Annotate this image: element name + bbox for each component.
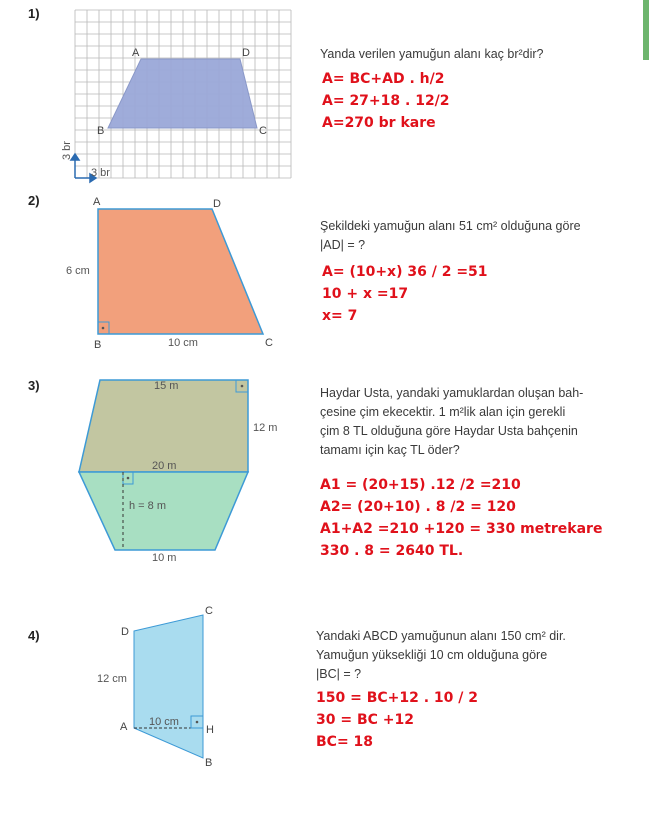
vertex-d-label: D <box>121 626 129 638</box>
middle-side-label: 20 m <box>152 460 177 472</box>
height-label: 10 cm <box>149 716 179 728</box>
question-1-figure <box>55 0 300 185</box>
vertex-d-label: D <box>213 198 221 210</box>
trapezoid-shape <box>134 615 203 758</box>
answer-line: x= 7 <box>322 308 358 324</box>
answer-line: A=270 br kare <box>322 115 436 131</box>
vertex-b-label: B <box>205 757 213 769</box>
axis-v-label: 3 br <box>61 141 73 160</box>
axis-h-label: 3 br <box>91 167 110 179</box>
top-side-label: 15 m <box>154 380 179 392</box>
vertex-a-label: A <box>132 47 140 59</box>
upper-trapezoid-shape <box>79 380 248 472</box>
vertex-h-label: H <box>206 724 214 736</box>
answer-line: 330 . 8 = 2640 TL. <box>320 543 464 559</box>
vertex-c-label: C <box>265 337 273 349</box>
right-side-label: 12 m <box>253 422 278 434</box>
question-1-text: Yanda verilen yamuğun alanı kaç br²dir? <box>320 47 544 61</box>
question-3-number: 3) <box>28 378 40 393</box>
trapezoid-shape <box>108 59 257 128</box>
question-4-number: 4) <box>28 628 40 643</box>
question-2-answer <box>322 261 488 327</box>
answer-line: 150 = BC+12 . 10 / 2 <box>316 690 479 706</box>
trapezoid-shape <box>98 209 263 334</box>
vertex-c-label: C <box>259 125 267 137</box>
height-label: h = 8 m <box>129 500 166 512</box>
answer-line: A2= (20+10) . 8 /2 = 120 <box>320 499 516 515</box>
vertex-a-label: A <box>93 196 101 208</box>
question-3-figure <box>55 370 295 570</box>
page-edge-accent <box>643 0 649 60</box>
side-label: 12 cm <box>97 673 127 685</box>
bottom-side-label: 10 m <box>152 552 177 564</box>
vertex-d-label: D <box>242 47 250 59</box>
question-4-figure <box>85 600 235 775</box>
vertex-b-label: B <box>97 125 105 137</box>
answer-line: 30 = BC +12 <box>316 712 414 728</box>
vertex-c-label: C <box>205 605 213 617</box>
question-3-text: Haydar Usta, yandaki yamuklardan oluşan bah- çesine çim ekecektir. 1 m²lik alan için gerekli çim 8 TL olduğuna göre Haydar Usta bahçenin tamamı için kaç TL öder? <box>320 386 584 457</box>
answer-line: 10 + x =17 <box>322 286 409 302</box>
question-2-number: 2) <box>28 193 40 208</box>
vertex-b-label: B <box>94 339 102 351</box>
question-4-answer <box>316 687 478 753</box>
answer-line: A= 27+18 . 12/2 <box>322 93 450 109</box>
answer-line: A1+A2 =210 +120 = 330 metrekare <box>320 521 603 537</box>
question-2-text: Şekildeki yamuğun alanı 51 cm² olduğuna göre |AD| = ? <box>320 219 581 252</box>
answer-line: A1 = (20+15) .12 /2 =210 <box>320 477 521 493</box>
base-label: 10 cm <box>168 337 198 349</box>
question-2-figure <box>55 190 295 355</box>
question-1-number: 1) <box>28 6 40 21</box>
question-3-answer <box>320 474 602 562</box>
height-label: 6 cm <box>66 265 90 277</box>
question-4-text: Yandaki ABCD yamuğunun alanı 150 cm² dir. Yamuğun yüksekliği 10 cm olduğuna göre |BC| = ? <box>316 629 566 681</box>
answer-line: BC= 18 <box>316 734 374 750</box>
answer-line: A= BC+AD . h/2 <box>322 71 445 87</box>
vertex-a-label: A <box>120 721 128 733</box>
question-1-answer <box>322 68 450 134</box>
answer-line: A= (10+x) 36 / 2 =51 <box>322 264 488 280</box>
